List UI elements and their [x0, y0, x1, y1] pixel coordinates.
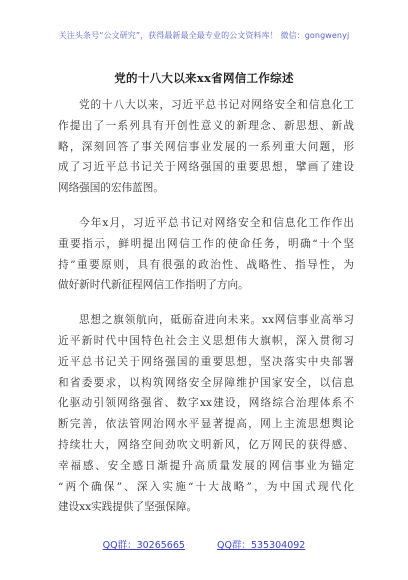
paragraph-line: 做好新时代新征程网信工作指明了方向。: [58, 279, 249, 292]
document-body: [58, 95, 354, 532]
paragraph-line: 今年x月，习近平总书记对网络安全和信息化工作作出: [79, 216, 354, 229]
paragraph-line: 略，深刻回答了事关网信事业发展的一系列重大问题，形: [58, 140, 354, 153]
paragraph: [58, 95, 354, 199]
header-banner: 关注头条号“公文研究”，获得最新最全最专业的公文资料库！ 微信：gongwenyj: [58, 31, 350, 40]
footer-qq-group-2: QQ群：535304092: [217, 540, 306, 551]
paragraph-line: 近平新时代中国特色社会主义思想伟大旗帜，深入贯彻习: [58, 334, 354, 347]
paragraph-line: 思想之旗领航向，砥砺奋进向未来。xx网信事业高举习: [79, 314, 354, 327]
paragraph-line: 幸福感、安全感日渐提升高质量发展的网信事业为锚定: [58, 459, 354, 472]
paragraph-line: 持”重要原则，具有很强的政治性、战略性、指导性，为: [58, 258, 354, 271]
footer-qq-group-1: QQ群：30265665: [102, 540, 185, 551]
paragraph-line: 重要指示，鲜明提出网信工作的使命任务，明确“十个坚: [58, 237, 354, 250]
paragraph: [58, 213, 354, 296]
paragraph-line: 网络强国的宏伟蓝图。: [58, 182, 164, 195]
paragraph-line: 建设xx实践提供了坚强保障。: [58, 501, 198, 514]
paragraph-line: 化驱动引领网络强省、数字xx建设，网络综合治理体系不: [58, 397, 354, 410]
paragraph: [58, 310, 354, 518]
paragraph-line: “两个确保”、深入实施“十大战略”，为中国式现代化: [58, 480, 354, 493]
paragraph-line: 和省委要求，以构筑网络安全屏障维护国家安全，以信息: [58, 376, 354, 389]
paragraph-line: 作提出了一系列具有开创性意义的新理念、新思想、新战: [58, 119, 354, 132]
footer: [0, 537, 408, 551]
paragraph-line: 党的十八大以来，习近平总书记对网络安全和信息化工: [79, 99, 354, 111]
paragraph-line: 断完善，依法管网治网水平显著提高，网上主流思想舆论: [58, 418, 354, 431]
paragraph-line: 持续壮大，网络空间劲吹文明新风，亿万网民的获得感、: [58, 438, 354, 451]
paragraph-line: 成了习近平总书记关于网络强国的重要思想，擘画了建设: [58, 161, 354, 174]
paragraph-line: 近平总书记关于网络强国的重要思想，坚决落实中央部署: [58, 355, 354, 368]
document-title: 党的十八大以来xx省网信工作综述: [114, 71, 294, 85]
